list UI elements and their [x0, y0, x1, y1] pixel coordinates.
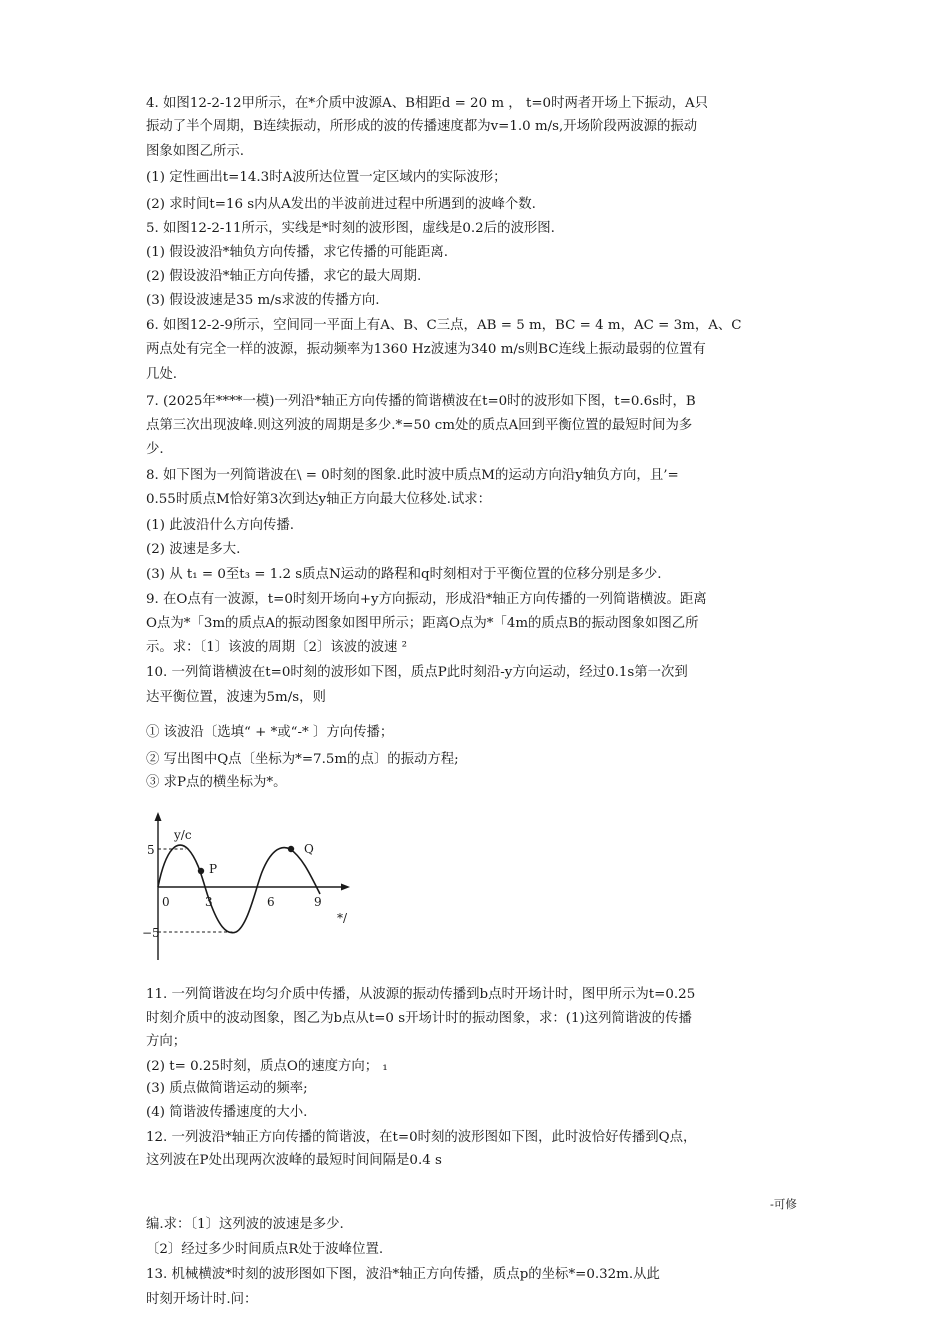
- text-line: ② 写出图中Q点〔坐标为*=7.5m的点〕的振动方程;: [146, 752, 459, 767]
- text-line: 8. 如下图为一列简谐波在\ = 0时刻的图象.此时波中质点M的运动方向沿y轴负方向，且’=: [146, 468, 679, 483]
- text-line: (1) 假设波沿*轴负方向传播，求它传播的可能距离.: [146, 245, 448, 260]
- text-line: 时刻开场计时.问：: [146, 1292, 258, 1307]
- text-line: (3) 假设波速是35 m/s求波的传播方向.: [146, 293, 380, 308]
- text-line: 编.求：〔1〕这列波的波速是多少.: [146, 1217, 344, 1232]
- point-q-marker: [288, 846, 294, 852]
- x-tick-label: 6: [267, 895, 275, 909]
- text-line: 〔2〕经过多少时间质点R处于波峰位置.: [146, 1242, 384, 1257]
- text-line: (3) 从 t₁ = 0至t₃ = 1.2 s质点N运动的路程和q时刻相对于平衡位置的位移分别是多少.: [146, 567, 662, 582]
- x-tick-label: 9: [314, 895, 322, 909]
- text-line: (2) t= 0.25时刻，质点O的速度方向； ₁: [146, 1059, 388, 1074]
- footnote: -可修: [770, 1197, 797, 1211]
- x-tick-label: 3: [205, 895, 213, 909]
- text-line: 点第三次出现波峰.则这列波的周期是多少.*=50 cm处的质点A回到平衡位置的最短时间为多: [146, 418, 693, 433]
- text-line: 12. 一列波沿*轴正方向传播的简谐波，在t=0时刻的波形图如下图，此时波恰好传播到Q点，: [146, 1130, 697, 1145]
- point-p-marker: [198, 868, 204, 874]
- text-line: 5. 如图12-2-11所示，实线是*时刻的波形图，虚线是0.2后的波形图.: [146, 221, 555, 236]
- text-line: 6. 如图12-2-9所示，空间同一平面上有A、B、C三点，AB = 5 m，BC = 4 m，AC = 3m，A、C: [146, 318, 742, 333]
- text-line: (2) 波速是多大.: [146, 542, 241, 557]
- text-line: 11. 一列简谐波在均匀介质中传播，从波源的振动传播到b点时开场计时，图甲所示为t=0.25: [146, 987, 696, 1002]
- text-line: (1) 此波沿什么方向传播.: [146, 518, 294, 533]
- wave-graph: [138, 812, 360, 962]
- text-line: 这列波在P处出现两次波峰的最短时间间隔是0.4 s: [146, 1153, 442, 1168]
- text-line: (3) 质点做简谐运动的频率;: [146, 1081, 308, 1096]
- point-q-label: Q: [304, 842, 314, 856]
- x-axis-arrow-icon: [341, 884, 350, 891]
- x-axis-label: */: [337, 911, 348, 925]
- text-line: 图象如图乙所示.: [146, 144, 244, 159]
- text-line: ③ 求P点的横坐标为*。: [146, 775, 287, 790]
- y-tick-label: 5: [147, 843, 155, 857]
- text-line: ① 该波沿〔选填“ + *或“-* 〕方向传播；: [146, 725, 394, 740]
- text-line: 达平衡位置，波速为5m/s，则: [146, 690, 326, 705]
- text-line: 9. 在O点有一波源，t=0时刻开场向+y方向振动，形成沿*轴正方向传播的一列简谐横波。距离: [146, 592, 707, 607]
- text-line: 时刻介质中的波动图象，图乙为b点从t=0 s开场计时的振动图象，求：(1)这列简谐波的传播: [146, 1011, 692, 1026]
- text-line: O点为*「3m的质点A的振动图象如图甲所示；距离O点为*「4m的质点B的振动图象如图乙所: [146, 616, 699, 631]
- text-line: 10. 一列简谐横波在t=0时刻的波形如下图，质点P此时刻沿-y方向运动，经过0.1s第一次到: [146, 665, 688, 680]
- point-p-label: P: [209, 862, 218, 876]
- text-line: 几处.: [146, 367, 178, 382]
- text-line: (4) 简谐波传播速度的大小.: [146, 1105, 308, 1120]
- text-line: 0.55时质点M恰好第3次到达y轴正方向最大位移处.试求：: [146, 492, 492, 507]
- text-line: (1) 定性画出t=14.3时A波所达位置一定区域内的实际波形；: [146, 170, 507, 185]
- text-line: (2) 假设波沿*轴正方向传播，求它的最大周期.: [146, 269, 422, 284]
- text-line: 振动了半个周期，B连续振动，所形成的波的传播速度都为v=1.0 m/s,开场阶段两波源的振动: [146, 119, 698, 134]
- text-line: (2) 求时间t=16 s内从A发出的半波前进过程中所遇到的波峰个数.: [146, 197, 536, 212]
- text-line: 7. (2025年****一模)一列沿*轴正方向传播的简谐横波在t=0时的波形如下图，t=0.6s时，B: [146, 394, 696, 409]
- text-line: 两点处有完全一样的波源，振动频率为1360 Hz波速为340 m/s则BC连线上振动最弱的位置有: [146, 342, 706, 357]
- text-line: 少.: [146, 442, 164, 457]
- text-line: 13. 机械横波*时刻的波形图如下图，波沿*轴正方向传播，质点p的坐标*=0.32m.从此: [146, 1267, 660, 1282]
- text-line: 方向；: [146, 1034, 187, 1049]
- text-line: 示。求：〔1〕该波的周期〔2〕该波的波速 ²: [146, 640, 407, 655]
- text-line: 4. 如图12-2-12甲所示，在*介质中波源A、B相距d = 20 m ， t=0时两者开场上下振动，A只: [146, 96, 709, 111]
- y-axis-arrow-icon: [155, 812, 162, 821]
- x-tick-label: 0: [162, 895, 170, 909]
- wave-curve: [158, 845, 320, 933]
- y-tick-label: −5: [142, 926, 160, 940]
- y-axis-label: y/c: [174, 828, 192, 842]
